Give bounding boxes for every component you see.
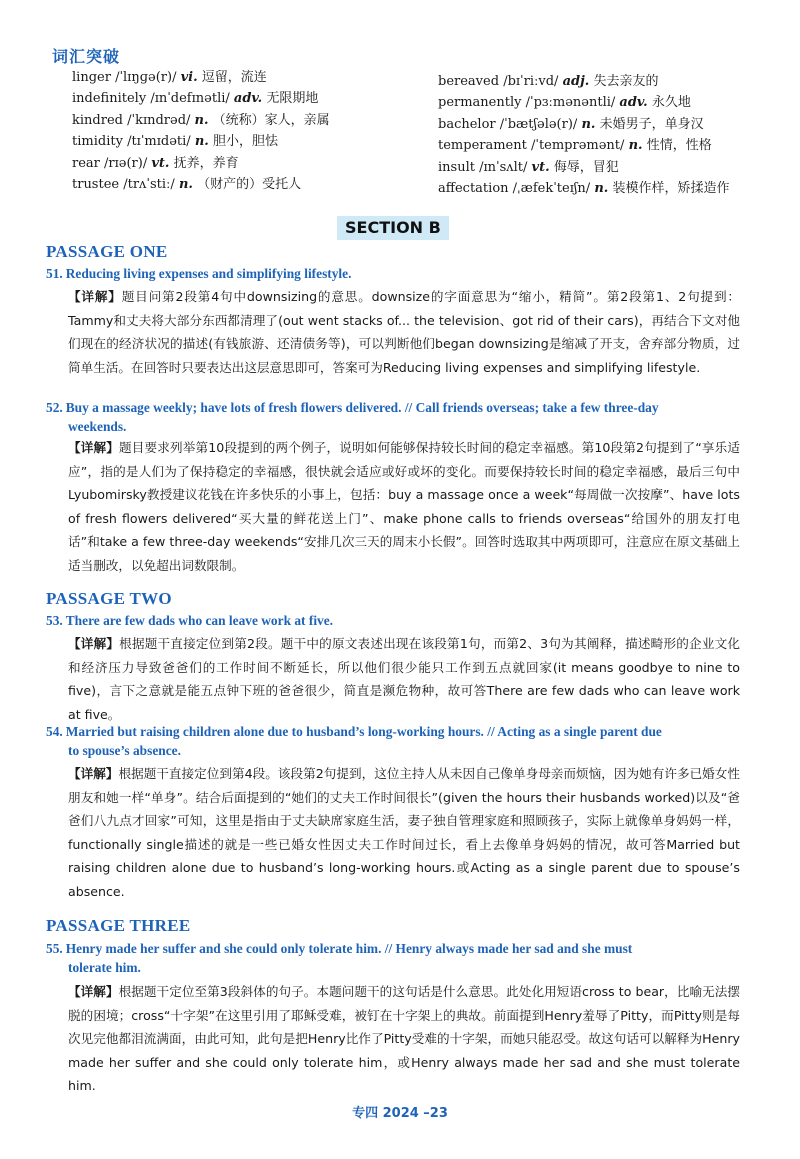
vocab-item: temperament /ˈtemprəmənt/ n. 性情，性格 [438, 138, 712, 154]
vocab-title: 词汇突破 [52, 47, 121, 66]
question-answer: 55. Henry made her suffer and she could only tolerate him. // Henry always made her sad and she must tolerate him. [46, 941, 633, 975]
explanation: 【详解】根据题干直接定位到第4段。该段第2句提到，这位主持人从未因自己像单身母亲而烦恼，因为她有许多已婚女性朋友和她一样“单身”。结合后面提到的“她们的丈夫工作时间很长”(given the hours their husbands worked)以及“爸爸们八九点才回家”可知，这里是指由于丈夫缺席家庭生活，妻子独自管理家庭和照顾孩子，实际上就像单身妈妈一样，functionally single描述的就是一些已婚女性因丈夫工作时间过长，看上去像单身妈妈的情况，故可答Married but raising children alone due to husband’s long-working hours.或Acting as a single parent due to spouse’s absence. [68, 766, 741, 899]
vocab-list-left [72, 67, 412, 195]
vocab-item: timidity /tɪˈmɪdəti/ n. 胆小，胆怯 [72, 134, 278, 150]
vocab-item: permanently /ˈpɜːmənəntli/ adv. 永久地 [438, 95, 691, 111]
vocab-item: trustee /trʌˈstiː/ n. （财产的）受托人 [72, 177, 302, 193]
vocab-list-right [438, 71, 778, 199]
section-heading: SECTION B [337, 216, 449, 240]
vocab-item: kindred /ˈkɪndrəd/ n. （统称）家人，亲属 [72, 112, 330, 128]
question-answer: 53. There are few dads who can leave work at five. [46, 613, 334, 628]
explanation: 【详解】题目问第2段第4句中downsizing的意思。downsize的字面意思为“缩小，精简”。第2段第1、2句提到：Tammy和丈夫将大部分东西都清理了(out went stacks of... the television、got rid of their cars)，再结合下文对他们现在的经济状况的描述(有钱旅游、还清债务等)，可以判断他们began downsizing是缩减了开支，舍弃部分物质，过简单生活。在回答时只要表达出这层意思即可，答案可为Reducing living expenses and simplifying lifestyle. [68, 289, 741, 375]
explanation: 【详解】根据题干直接定位到第2段。题干中的原文表述出现在该段第1句，而第2、3句为其阐释，描述畸形的企业文化和经济压力导致爸爸们的工作时间不断延长，所以他们很少能只工作到五点就回家(it means goodbye to nine to five)，言下之意就是能五点钟下班的爸爸很少，简直是濒危物种，故可答There are few dads who can leave work at five。 [68, 636, 740, 722]
vocab-item: bereaved /bɪˈriːvd/ adj. 失去亲友的 [438, 74, 659, 89]
question-answer: 52. Buy a massage weekly; have lots of fresh flowers delivered. // Call friends overseas; take a few three-day weekends. [46, 400, 659, 434]
explanation: 【详解】题目要求列举第10段提到的两个例子，说明如何能够保持较长时间的稳定幸福感。第10段第2句提到了“享乐适应”，指的是人们为了保持稳定的幸福感，很快就会适应或好或坏的变化。而要保持较长时间的稳定幸福感，最后三句中Lyubomirsky教授建议花钱在许多快乐的小事上，包括：buy a massage once a week“每周做一次按摩”、have lots of fresh flowers delivered“买大量的鲜花送上门”、make phone calls to friends overseas“给国外的朋友打电话”和take a few three-day weekends“安排几次三天的周末小长假”。回答时选取其中两项即可，注意应在原文基础上适当删改，以免超出词数限制。 [68, 440, 740, 573]
vocab-item: insult /ɪnˈsʌlt/ vt. 侮辱，冒犯 [438, 159, 619, 175]
question-answer: 54. Married but raising children alone due to husband’s long-working hours. // Acting as a single parent due to spouse’s absence. [46, 724, 662, 758]
explanation: 【详解】根据题干定位至第3段斜体的句子。本题问题干的这句话是什么意思。此处化用短语cross to bear，比喻无法摆脱的困境；cross“十字架”在这里引用了耶稣受难，被钉在十字架上的典故。前面提到Henry羞辱了Pitty，而Pitty则是每次见完他都泪流满面，由此可知，此句是把Henry比作了Pitty受难的十字架，而她只能忍受。故这句话可以解释为Henry made her suffer and she could only tolerate him，或Henry always made her sad and she must tolerate him. [68, 984, 741, 1094]
vocab-item: bachelor /ˈbætʃələ(r)/ n. 未婚男子，单身汉 [438, 116, 704, 132]
passage-title: PASSAGE TWO [46, 589, 172, 608]
passage-title: PASSAGE THREE [46, 916, 191, 935]
vocab-item: rear /rɪə(r)/ vt. 抚养，养育 [72, 155, 239, 171]
question-answer: 51. Reducing living expenses and simplifying lifestyle. [46, 266, 352, 281]
vocab-item: indefinitely /ɪnˈdefɪnətli/ adv. 无限期地 [72, 91, 319, 107]
passage-title: PASSAGE ONE [46, 242, 168, 261]
vocab-item: affectation /ˌæfekˈteɪʃn/ n. 装模作样，矫揉造作 [438, 181, 730, 197]
vocab-item: linger /ˈlɪŋɡə(r)/ vi. 逗留，流连 [72, 70, 267, 85]
page-footer: 专四 2024 –23 [352, 1106, 448, 1121]
